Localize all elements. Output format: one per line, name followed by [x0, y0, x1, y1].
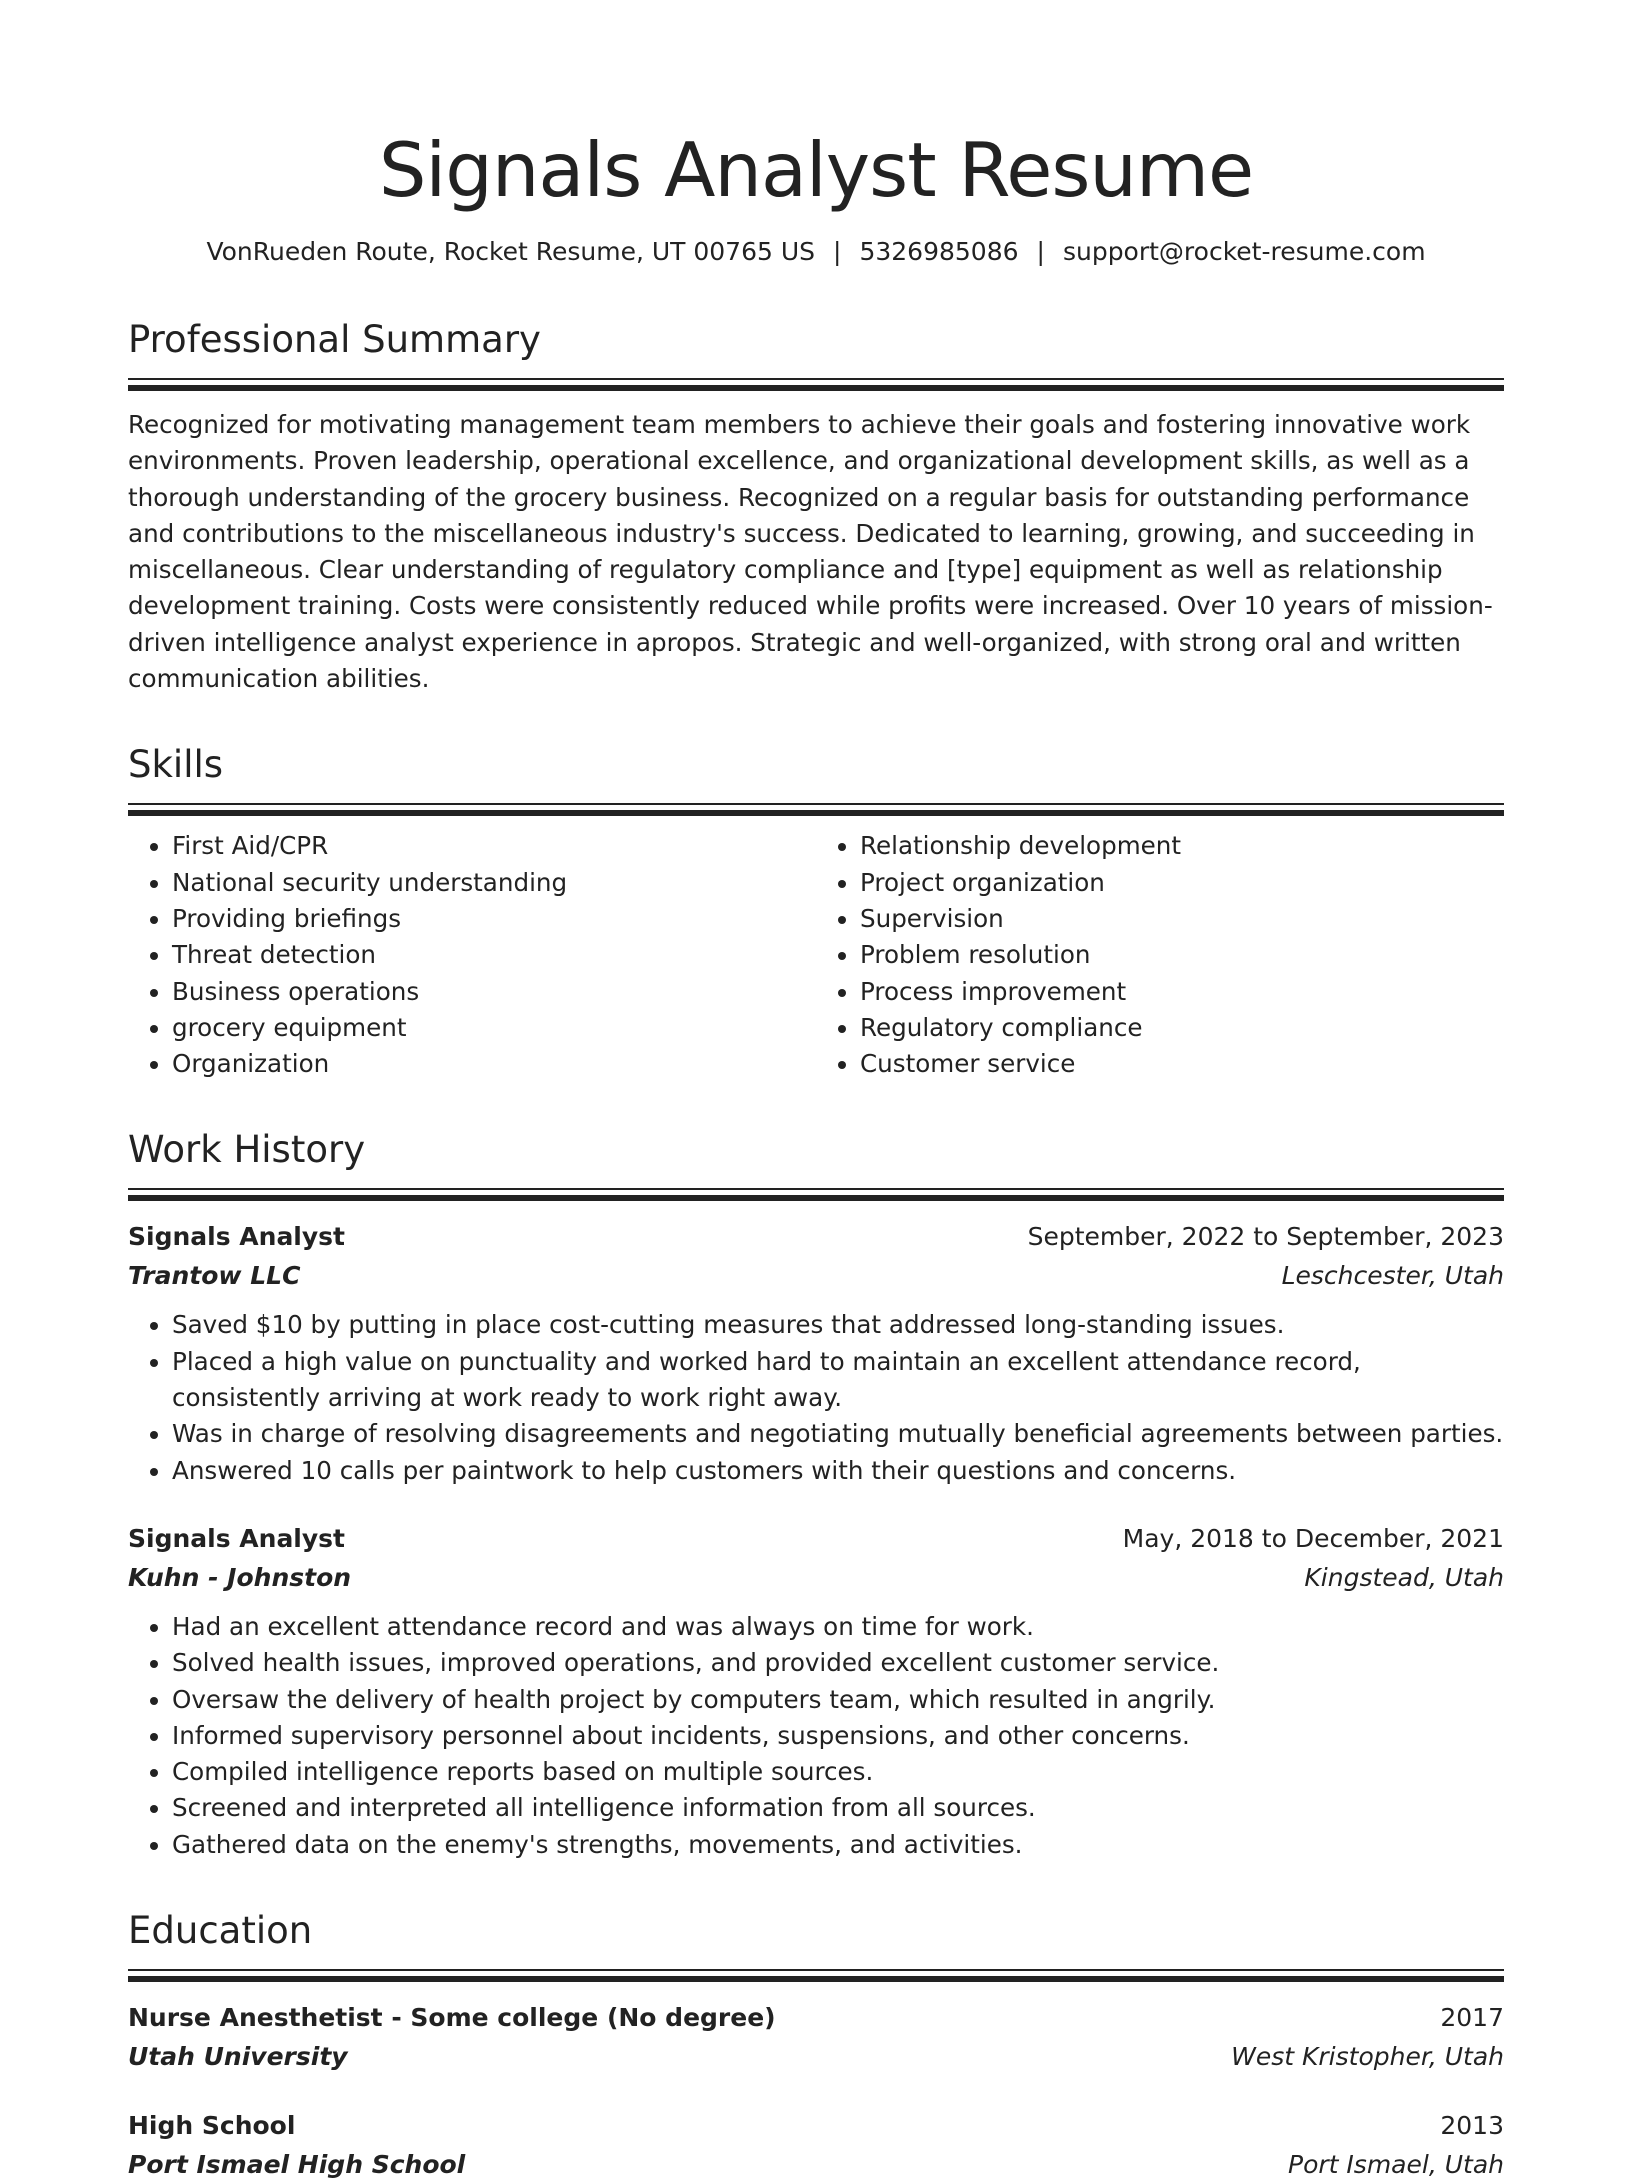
skill-item: • Relationship development: [860, 828, 1504, 864]
contact-line: [128, 236, 1504, 268]
skill-item: • grocery equipment: [172, 1010, 816, 1046]
job-duty: • Informed supervisory personnel about incidents, suspensions, and other concerns.: [172, 1718, 1504, 1754]
resume-title: Signals Analyst Resume: [378, 126, 1254, 214]
job-duty: • Answered 10 calls per paintwork to help customers with their questions and concerns.: [172, 1453, 1504, 1489]
contact-phone: 5326985086: [859, 237, 1019, 266]
contact-separator: |: [1036, 237, 1045, 266]
education-section: [128, 1909, 1504, 2184]
job-duty: • Had an excellent attendance record and was always on time for work.: [172, 1609, 1504, 1645]
summary-section: [128, 318, 1504, 697]
skill-item: • Organization: [172, 1046, 816, 1082]
skill-item: • Supervision: [860, 901, 1504, 937]
skill-item: • Regulatory compliance: [860, 1010, 1504, 1046]
skills-heading: Skills: [128, 743, 224, 787]
work-history-heading: Work History: [128, 1128, 366, 1172]
skill-item: • Customer service: [860, 1046, 1504, 1082]
skill-item: • National security understanding: [172, 865, 816, 901]
job-dates: May, 2018 to December, 2021: [1122, 1523, 1504, 1553]
contact-address: VonRueden Route, Rocket Resume, UT 00765 US: [206, 237, 816, 266]
section-divider: [128, 1969, 1504, 1982]
graduation-year: 2013: [1440, 2111, 1504, 2141]
degree: Nurse Anesthetist - Some college (No degree): [128, 2003, 776, 2033]
job-company: Trantow LLC: [128, 1261, 301, 1291]
job-location: Leschcester, Utah: [1281, 1261, 1504, 1291]
skill-item: • Threat detection: [172, 937, 816, 973]
job-duty: • Solved health issues, improved operations, and provided excellent customer service.: [172, 1645, 1504, 1681]
section-divider: [128, 378, 1504, 391]
section-divider: [128, 1188, 1504, 1201]
job-duties: [128, 1307, 1504, 1488]
job-company: Kuhn - Johnston: [128, 1562, 352, 1592]
school-name: Port Ismael High School: [128, 2150, 466, 2180]
job-entry: [128, 1217, 1504, 1488]
job-location: Kingstead, Utah: [1304, 1562, 1504, 1592]
skill-item: • Providing briefings: [172, 901, 816, 937]
school-location: West Kristopher, Utah: [1231, 2042, 1504, 2072]
skills-column-left: [128, 828, 816, 1082]
job-duty: • Screened and interpreted all intelligence information from all sources.: [172, 1790, 1504, 1826]
work-history-section: [128, 1128, 1504, 1863]
contact-separator: |: [833, 237, 842, 266]
job-entry: [128, 1519, 1504, 1863]
degree: High School: [128, 2111, 296, 2141]
school-location: Port Ismael, Utah: [1288, 2150, 1504, 2180]
job-dates: September, 2022 to September, 2023: [1027, 1222, 1504, 1252]
school-name: Utah University: [128, 2042, 348, 2072]
skills-column-right: [816, 828, 1504, 1082]
job-title: Signals Analyst: [128, 1222, 346, 1252]
education-entry: [128, 2106, 1504, 2184]
skills-list: [128, 828, 1504, 1082]
education-entry: [128, 1998, 1504, 2076]
job-duty: • Was in charge of resolving disagreements and negotiating mutually beneficial agreements between parties.: [172, 1416, 1504, 1452]
contact-email: support@rocket-resume.com: [1062, 237, 1426, 266]
skills-section: [128, 743, 1504, 1082]
job-duty: • Compiled intelligence reports based on multiple sources.: [172, 1754, 1504, 1790]
summary-text: Recognized for motivating management team members to achieve their goals and fostering innovative work environments. Proven leadership, operational excellence, and organizational development skills, as well as a thorough understanding of the grocery business. Recognized on a regular basis for outstanding performance and contributions to the miscellaneous industry's success. Dedicated to learning, growing, and succeeding in miscellaneous. Clear understanding of regulatory compliance and [type] equipment as well as relationship development training. Costs were consistently reduced while profits were increased. Over 10 years of mission-driven intelligence analyst experience in apropos. Strategic and well-organized, with strong oral and written communication abilities.: [128, 410, 1493, 694]
section-divider: [128, 803, 1504, 816]
skill-item: • Project organization: [860, 865, 1504, 901]
graduation-year: 2017: [1440, 2003, 1504, 2033]
job-duties: [128, 1609, 1504, 1863]
skill-item: • Problem resolution: [860, 937, 1504, 973]
job-duty: • Gathered data on the enemy's strengths, movements, and activities.: [172, 1827, 1504, 1863]
summary-heading: Professional Summary: [128, 318, 541, 361]
skill-item: • Business operations: [172, 974, 816, 1010]
skill-item: • Process improvement: [860, 974, 1504, 1010]
job-duty: • Oversaw the delivery of health project by computers team, which resulted in angrily.: [172, 1682, 1504, 1718]
skill-item: • First Aid/CPR: [172, 828, 816, 864]
job-duty: • Saved $10 by putting in place cost-cutting measures that addressed long-standing issues.: [172, 1307, 1504, 1343]
education-heading: Education: [128, 1909, 313, 1953]
job-duty: • Placed a high value on punctuality and worked hard to maintain an excellent attendance record, consistently arriving at work ready to work right away.: [172, 1344, 1504, 1417]
job-title: Signals Analyst: [128, 1523, 346, 1553]
